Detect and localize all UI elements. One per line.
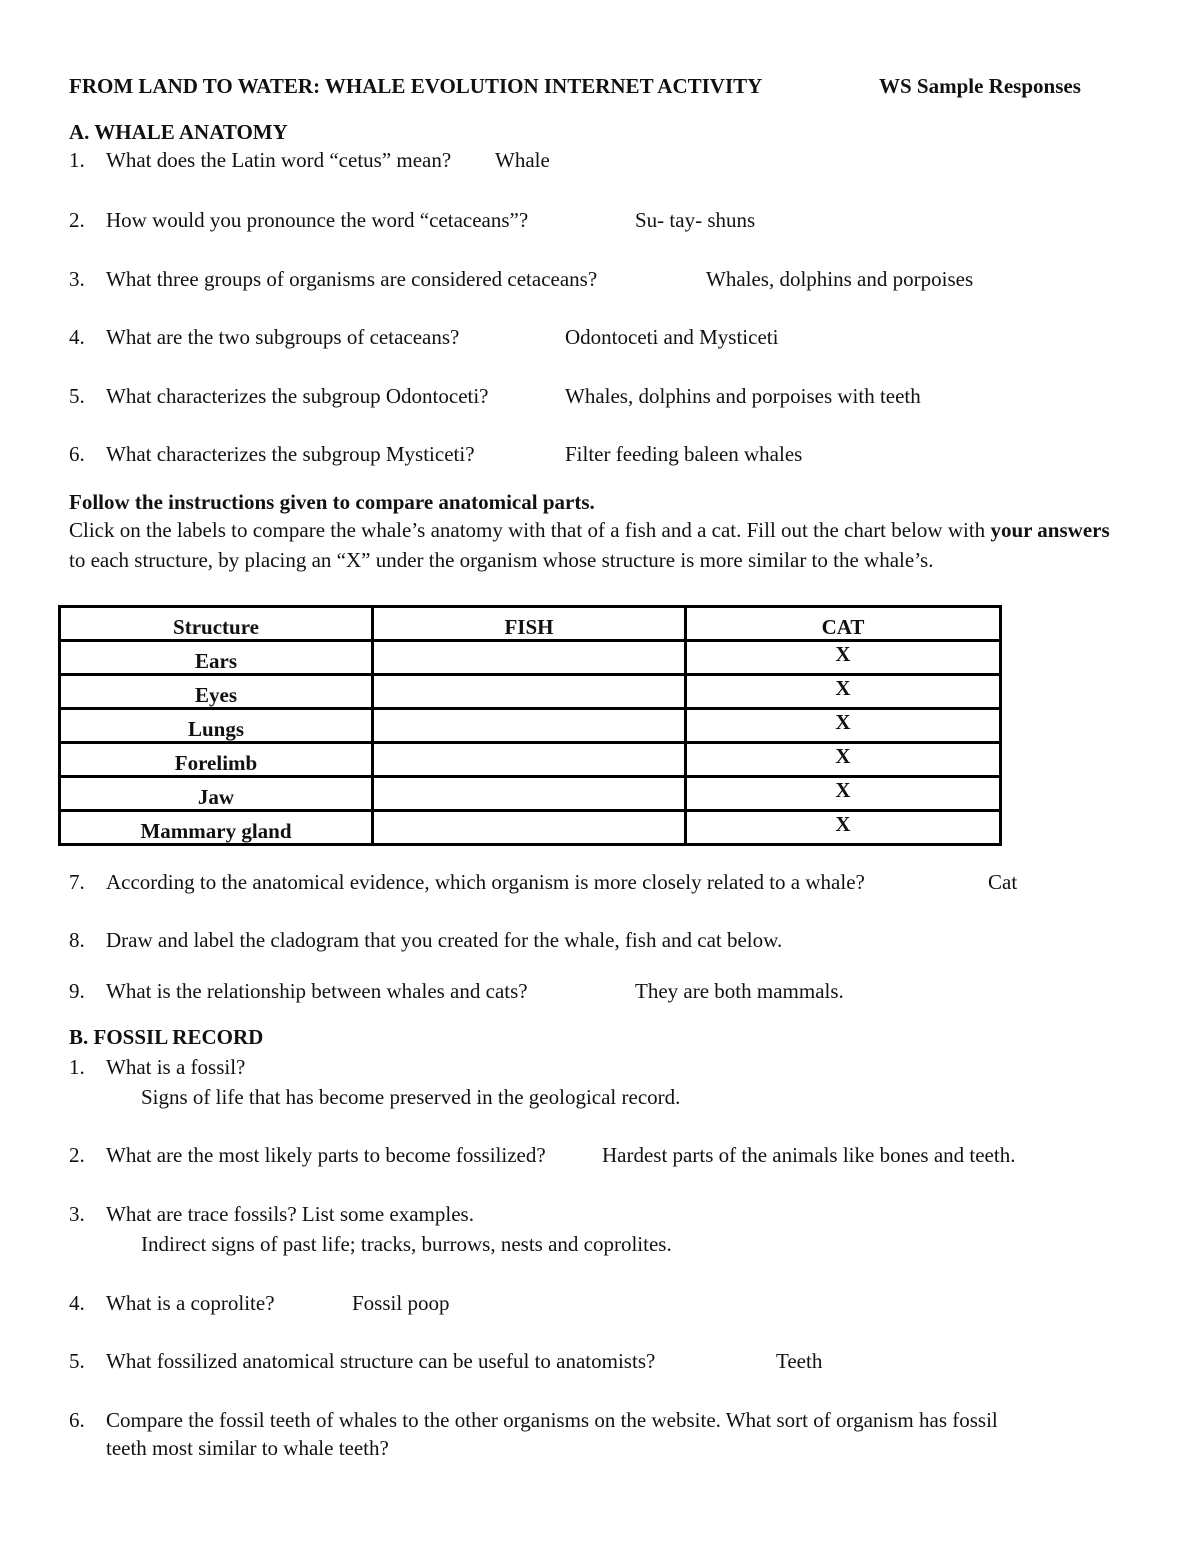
table-row: [60, 709, 1001, 743]
question-text: What is a coprolite?: [106, 1291, 275, 1315]
fish-cell: [373, 709, 686, 743]
fish-cell: [373, 743, 686, 777]
answer-text: They are both mammals.: [635, 979, 844, 1003]
answer-text: Whales, dolphins and porpoises with teeth: [565, 384, 921, 408]
table-row: [60, 777, 1001, 811]
cat-cell: X: [686, 811, 1001, 845]
answer-text: Whales, dolphins and porpoises: [706, 267, 974, 291]
instruction-text-1: Click on the labels to compare the whale’s anatomy with that of a fish and a cat. Fill out the chart below with: [69, 518, 986, 542]
worksheet-title: FROM LAND TO WATER: WHALE EVOLUTION INTERNET ACTIVITY: [69, 74, 763, 98]
answer-text: Whale: [495, 148, 550, 172]
question-number: 6.: [69, 442, 85, 466]
question-number: 5.: [69, 1349, 85, 1373]
structure-cell: Jaw: [60, 777, 373, 811]
column-header-structure: Structure: [60, 607, 373, 641]
cat-cell: X: [686, 709, 1001, 743]
question-text: What are trace fossils? List some examples.: [106, 1202, 474, 1226]
question-text: What does the Latin word “cetus” mean?: [106, 148, 452, 172]
structure-cell: Ears: [60, 641, 373, 675]
table-row: [60, 743, 1001, 777]
structure-cell: Lungs: [60, 709, 373, 743]
question-text: What is a fossil?: [106, 1055, 246, 1079]
question-number: 8.: [69, 928, 85, 952]
question-number: 7.: [69, 870, 85, 894]
question-number: 9.: [69, 979, 85, 1003]
anatomy-comparison-table: [58, 605, 1002, 846]
question-number: 3.: [69, 1202, 85, 1226]
fish-cell: [373, 777, 686, 811]
answer-text: Fossil poop: [352, 1291, 450, 1315]
structure-cell: Eyes: [60, 675, 373, 709]
question-text: According to the anatomical evidence, which organism is more closely related to a whale?: [106, 870, 865, 894]
question-text: What characterizes the subgroup Odontoceti?: [106, 384, 489, 408]
answer-text: Hardest parts of the animals like bones and teeth.: [602, 1143, 1016, 1167]
fish-cell: [373, 811, 686, 845]
question-number: 3.: [69, 267, 85, 291]
worksheet-subtitle: WS Sample Responses: [879, 74, 1081, 98]
cat-cell: X: [686, 675, 1001, 709]
answer-text: Su- tay- shuns: [635, 208, 756, 232]
question-b6-line2: teeth most similar to whale teeth?: [106, 1436, 389, 1460]
structure-cell: Mammary gland: [60, 811, 373, 845]
question-number: 1.: [69, 148, 85, 172]
question-text: How would you pronounce the word “cetaceans”?: [106, 208, 529, 232]
question-number: 4.: [69, 1291, 85, 1315]
section-b-heading: B. FOSSIL RECORD: [69, 1025, 264, 1049]
answer-text: Teeth: [776, 1349, 823, 1373]
question-text: Compare the fossil teeth of whales to the other organisms on the website. What sort of organism has fossil: [106, 1408, 998, 1432]
column-header-fish: FISH: [373, 607, 686, 641]
question-text: Draw and label the cladogram that you created for the whale, fish and cat below.: [106, 928, 783, 952]
instruction-text-bold: your answers: [990, 518, 1110, 542]
question-number: 1.: [69, 1055, 85, 1079]
table-row: [60, 675, 1001, 709]
table-row: [60, 811, 1001, 845]
question-text: What three groups of organisms are considered cetaceans?: [106, 267, 598, 291]
cat-cell: X: [686, 743, 1001, 777]
question-text: What are the two subgroups of cetaceans?: [106, 325, 460, 349]
question-text: What are the most likely parts to become fossilized?: [106, 1143, 546, 1167]
answer-text: Filter feeding baleen whales: [565, 442, 803, 466]
question-number: 2.: [69, 208, 85, 232]
question-number: 2.: [69, 1143, 85, 1167]
column-header-cat: CAT: [686, 607, 1001, 641]
instruction-paragraph: [69, 515, 1129, 575]
table-header-row: [60, 607, 1001, 641]
question-number: 5.: [69, 384, 85, 408]
section-a-heading: A. WHALE ANATOMY: [69, 120, 288, 144]
answer-text: Odontoceti and Mysticeti: [565, 325, 779, 349]
fish-cell: [373, 675, 686, 709]
fish-cell: [373, 641, 686, 675]
question-number: 4.: [69, 325, 85, 349]
instruction-text-2: to each structure, by placing an “X” under the organism whose structure is more similar to the whale’s.: [69, 548, 934, 572]
answer-text: Cat: [988, 870, 1018, 894]
answer-b1: Signs of life that has become preserved in the geological record.: [141, 1085, 681, 1109]
question-text: What fossilized anatomical structure can be useful to anatomists?: [106, 1349, 656, 1373]
question-text: What characterizes the subgroup Mysticeti?: [106, 442, 475, 466]
question-text: What is the relationship between whales and cats?: [106, 979, 528, 1003]
answer-b3: Indirect signs of past life; tracks, burrows, nests and coprolites.: [141, 1232, 672, 1256]
table-row: [60, 641, 1001, 675]
cat-cell: X: [686, 777, 1001, 811]
instruction-heading: Follow the instructions given to compare anatomical parts.: [69, 490, 595, 514]
structure-cell: Forelimb: [60, 743, 373, 777]
cat-cell: X: [686, 641, 1001, 675]
question-number: 6.: [69, 1408, 85, 1432]
